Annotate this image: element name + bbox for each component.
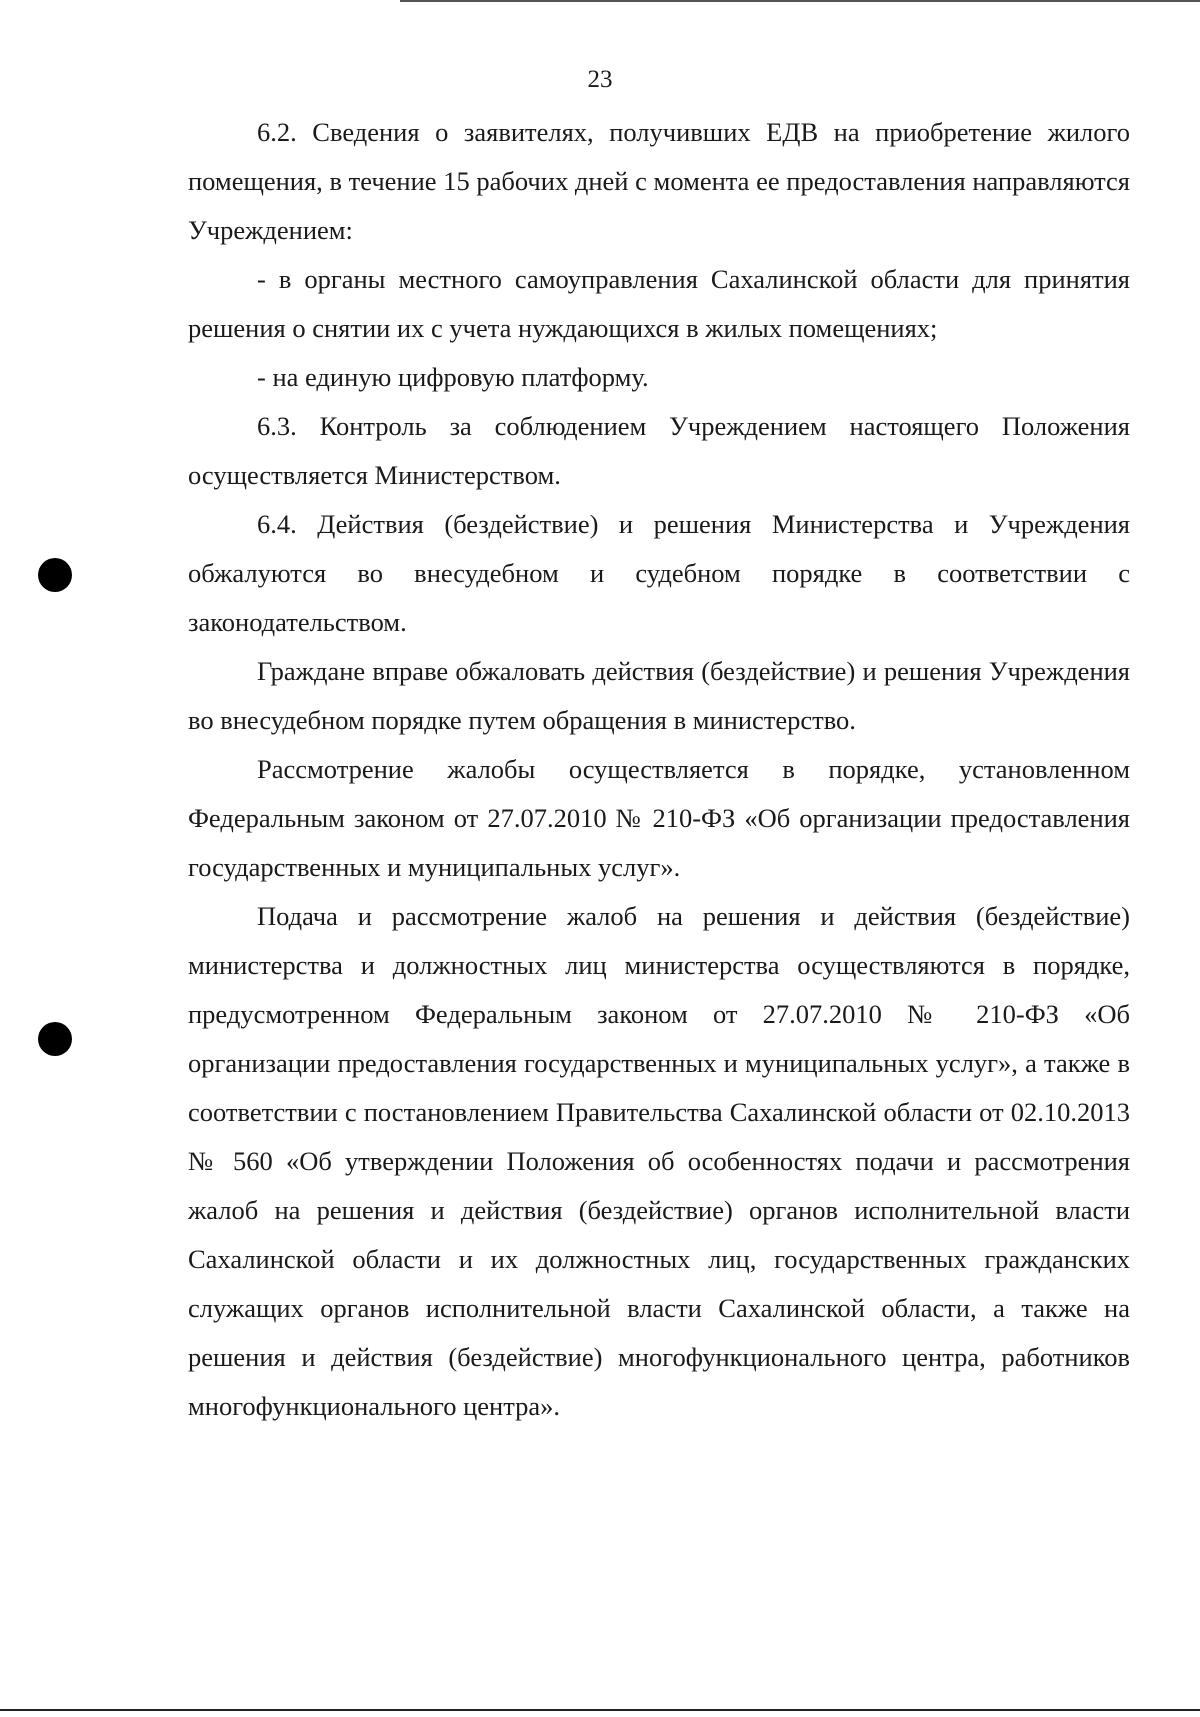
- paragraph-complaint-review: Рассмотрение жалобы осуществляется в порядке, установленном Федеральным законом от 27.07.2010 № 210-ФЗ «Об организации предоставления государственных и муниципальных услуг».: [188, 754, 1130, 882]
- page-number: 23: [587, 66, 613, 93]
- punch-hole-mark: [38, 558, 72, 592]
- list-item-local-authorities: - в органы местного самоуправления Сахалинской области для принятия решения о снятии их с учета нуждающихся в жилых помещениях;: [188, 264, 1130, 343]
- top-scan-rule: [400, 0, 1200, 2]
- paragraph-6-4: 6.4. Действия (бездействие) и решения Министерства и Учреждения обжалуются во внесудебном и судебном порядке в соответствии с законодательством.: [188, 509, 1130, 637]
- list-item-digital-platform: - на единую цифровую платформу.: [257, 362, 649, 392]
- bottom-scan-rule: [0, 1709, 1200, 1711]
- document-body: [188, 108, 1130, 1431]
- punch-hole-mark: [38, 1022, 72, 1056]
- paragraph-6-2: 6.2. Сведения о заявителях, получивших ЕДВ на приобретение жилого помещения, в течение 15 рабочих дней с момента ее предоставления направляются Учреждением:: [188, 117, 1130, 245]
- paragraph-complaint-procedure: Подача и рассмотрение жалоб на решения и действия (бездействие) министерства и должностных лиц министерства осуществляются в порядке, предусмотренном Федеральным законом от 27.07.2010 № 210-ФЗ «Об организации предоставления государственных и муниципальных услуг», а также в соответствии с постановлением Правительства Сахалинской области от 02.10.2013 № 560 «Об утверждении Положения об особенностях подачи и рассмотрения жалоб на решения и действия (бездействие) органов исполнительной власти Сахалинской области и их должностных лиц, государственных гражданских служащих органов исполнительной власти Сахалинской области, а также на решения и действия (бездействие) многофункционального центра, работников многофункционального центра».: [188, 901, 1130, 1421]
- paragraph-6-3: 6.3. Контроль за соблюдением Учреждением настоящего Положения осуществляется Министерством.: [188, 411, 1130, 490]
- paragraph-citizens-right: Граждане вправе обжаловать действия (бездействие) и решения Учреждения во внесудебном порядке путем обращения в министерство.: [188, 656, 1130, 735]
